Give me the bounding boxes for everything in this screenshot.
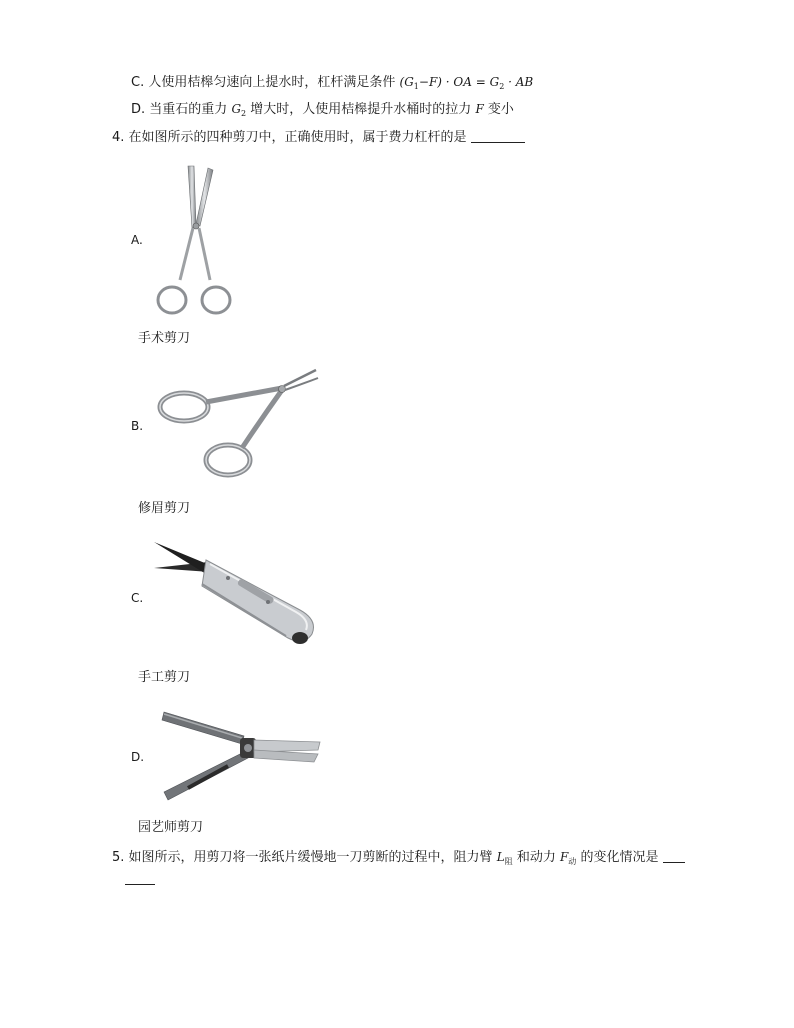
q3-option-c-formula: $(G_1-F)$ · OA = $G_2$ · AB [399, 75, 534, 91]
q4-option-c-label: C. [131, 591, 144, 605]
eyebrow-scissors-icon [150, 362, 325, 487]
q4-option-b-caption: 修眉剪刀 [138, 501, 191, 516]
q5-answer-blank-part2[interactable] [125, 872, 155, 885]
q5-effort-force: $F_动$ [559, 850, 577, 866]
q4-number: 4. [112, 130, 125, 145]
q3-option-d-f: F [475, 102, 484, 116]
garden-shears-icon [158, 706, 323, 806]
q3-option-c-label: C. [131, 75, 145, 90]
q4-option-d-label: D. [131, 750, 145, 764]
q3-option-c-text: 人使用桔槔匀速向上提水时，杠杆满足条件 [148, 75, 396, 90]
q4-option-a-caption: 手术剪刀 [138, 331, 191, 346]
q3-option-d-label: D. [131, 102, 146, 117]
q5-stem [112, 848, 685, 871]
q3-option-d-text-a: 当重石的重力 [149, 102, 228, 117]
q4-stem [112, 129, 525, 147]
q5-stem-text-a: 如图所示，用剪刀将一张纸片缓慢地一刀剪断的过程中，阻力臂 [128, 850, 493, 865]
q5-stem-text-c: 的变化情况是 [580, 850, 659, 865]
q3-option-d-text-b: 增大时，人使用桔槔提升水桶时的拉力 [250, 102, 472, 117]
q5-number: 5. [112, 850, 125, 865]
q3-option-d [131, 100, 514, 123]
q5-stem-text-b: 和动力 [516, 850, 556, 865]
q3-option-c [131, 73, 533, 96]
q5-answer-blank-part1[interactable] [663, 850, 685, 863]
q3-option-d-g2: $G_2$ [231, 102, 247, 118]
q4-stem-text: 在如图所示的四种剪刀中，正确使用时，属于费力杠杆的是 [128, 130, 467, 145]
surgical-scissors-icon [150, 162, 240, 322]
q4-answer-blank[interactable] [471, 130, 525, 143]
q5-resistance-arm: $L_阻$ [496, 850, 513, 866]
q4-option-a-label: A. [131, 233, 143, 247]
q3-option-d-text-c: 变小 [487, 102, 514, 117]
q4-option-c-caption: 手工剪刀 [138, 670, 191, 685]
q4-option-b-label: B. [131, 419, 144, 433]
q4-option-d-caption: 园艺师剪刀 [138, 820, 204, 835]
thread-snips-icon [150, 538, 330, 653]
